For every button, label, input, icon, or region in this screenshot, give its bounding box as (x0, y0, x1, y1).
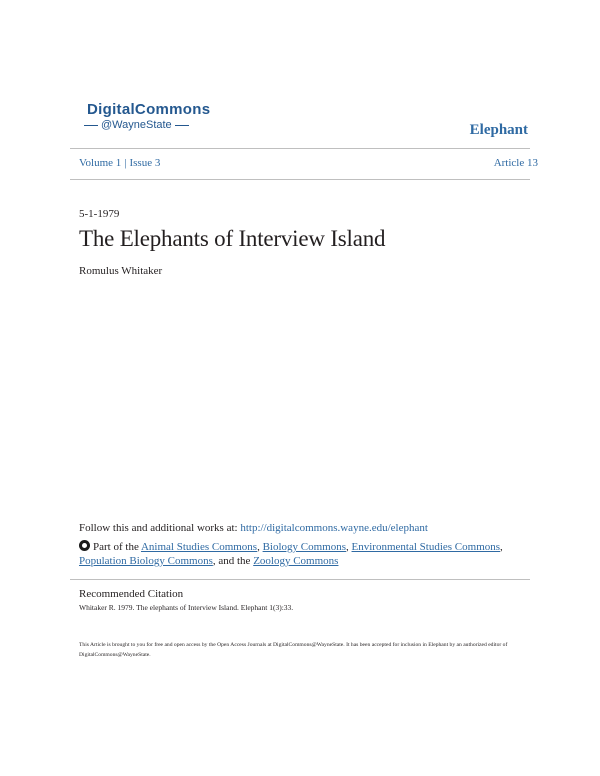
commons-link-biology[interactable]: Biology Commons (262, 541, 347, 553)
follow-link[interactable]: http://digitalcommons.wayne.edu/elephant (240, 522, 428, 534)
logo-rule-left (84, 125, 98, 126)
publication-date: 5-1-1979 (79, 208, 120, 220)
issue-link[interactable]: Issue 3 (129, 157, 161, 169)
issue-separator: | (124, 157, 127, 169)
journal-name-link[interactable]: Elephant (469, 122, 528, 138)
commons-link-population-biology[interactable]: Population Biology Commons (79, 555, 213, 567)
commons-sep: , (257, 541, 263, 553)
logo-waynestate (84, 119, 189, 131)
citation-divider (70, 579, 530, 580)
recommended-citation-heading: Recommended Citation (79, 588, 184, 600)
article-title: The Elephants of Interview Island (79, 226, 386, 251)
volume-link[interactable]: Volume 1 (79, 157, 122, 169)
logo-rule-right (175, 125, 189, 126)
header-divider (70, 148, 530, 149)
part-of-commons (79, 540, 529, 568)
bepress-commons-icon (79, 540, 90, 551)
logo-waynestate-text: @WayneState (101, 119, 172, 131)
commons-link-animal-studies[interactable]: Animal Studies Commons (140, 541, 258, 553)
open-access-notice: This Article is brought to you for free and open access by the Open Access Journals at DigitalCommons@WayneState. It has been accepted for inclusion in Elephant by an authorized editor of DigitalCommons@WayneState. (79, 642, 508, 658)
volume-issue (79, 157, 160, 169)
commons-sep: , and the (212, 555, 254, 567)
commons-link-environmental-studies[interactable]: Environmental Studies Commons (351, 541, 501, 553)
issue-divider (70, 179, 530, 180)
commons-sep: , (346, 541, 352, 553)
article-link[interactable]: Article 13 (493, 157, 538, 169)
author-name: Romulus Whitaker (79, 265, 163, 277)
recommended-citation-text: Whitaker R. 1979. The elephants of Interview Island. Elephant 1(3):33. (79, 603, 294, 612)
commons-sep: , (500, 541, 503, 553)
logo-digitalcommons[interactable]: DigitalCommons (87, 101, 211, 118)
follow-text: Follow this and additional works at: (79, 522, 241, 534)
follow-line (79, 522, 428, 534)
commons-link-zoology[interactable]: Zoology Commons (253, 555, 339, 567)
part-of-prefix: Part of the (93, 541, 141, 553)
